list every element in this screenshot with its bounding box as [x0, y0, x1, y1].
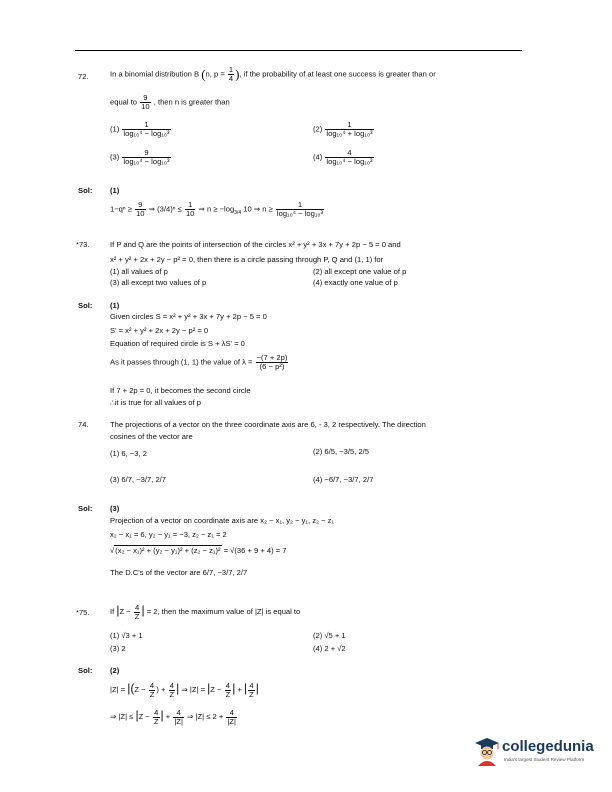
q74-option-4: (4) −6/7, −3/7, 2/7 [313, 475, 374, 484]
q72-option-4: (4) $\frac{4}{\text{log₁₀⁴ − log₁₀³}}$ [313, 148, 373, 166]
collegedunia-logo [478, 736, 598, 770]
q72-option-2: (2) $\frac{1}{\text{log₁₀⁴ + log₁₀³}}$ [313, 120, 373, 138]
q74-answer: (3) [110, 504, 120, 513]
q72-frac-1-4: $\frac{1}{4}$ [228, 65, 234, 83]
q75-stem: If |Z − $\frac{4}{Z}$ | = 2, then the maximum value of |Z| is equal to [110, 602, 301, 621]
q73-sol-line5: If 7 + 2p = 0, it becomes the second circle [110, 386, 251, 395]
q72-option-3: (3) $\frac{9}{\text{log₁₀⁴ − log₁₀³}}$ [110, 148, 170, 166]
q74-option-3: (3) 6/7, −3/7, 2/7 [110, 475, 166, 484]
header-rule [75, 50, 522, 51]
q72-sol-label: Sol: [78, 186, 93, 195]
q72-stem-line1: In a binomial distribution B (n, p = $\frac{1}{4}$ ), if the probability of at least one success is greater than or [110, 65, 436, 83]
q75-sol-label: Sol: [78, 666, 93, 675]
q74-sol-line1: Projection of a vector on coordinate axis are x₂ − x₁, y₂ − y₁, z₂ − z₁ [110, 516, 334, 525]
q75-sol-line2: ⇒ |Z| ≤ |Z − $\frac{4}{Z}$ | + $\frac{4}{|Z|}$ ⇒ |Z| ≤ 2 + $\frac{4}{|Z|}$ [110, 707, 236, 726]
q75-option-1: (1) √3 + 1 [110, 631, 143, 640]
q73-line2: x² + y² + 2x + 2y − p² = 0, then there is a circle passing through P, Q and (1, 1) for [110, 255, 384, 264]
q73-option-2: (2) all except one value of p [313, 267, 407, 276]
q73-option-3: (3) all except two values of p [110, 278, 207, 287]
brand-name: collegedunia [502, 738, 594, 755]
q74-sol-line2: x₂ − x₁ = 6, y₂ − y₁ = −3, z₂ − z₁ = 2 [110, 530, 227, 539]
q75-option-4: (4) 2 + √2 [313, 644, 346, 653]
q75-sol-line1: |Z| = |(Z − $\frac{4}{Z}$ ) + $\frac{4}{Z}$ | ⇒ |Z| = |Z − $\frac{4}{Z}$ | + | $\frac{4}{Z}$ | [110, 680, 259, 699]
q72-frac-9-10: $\frac{9}{10}$ [141, 93, 150, 111]
q73-option-4: (4) exactly one value of p [313, 278, 398, 287]
q72-answer: (1) [110, 186, 120, 195]
graduate-mascot-icon [474, 736, 500, 766]
brand-tagline: India's largest Student Review Platform [504, 757, 585, 762]
q74-sol-label: Sol: [78, 504, 93, 513]
q73-sol-line3: Equation of required circle is S + λS' = 0 [110, 339, 245, 348]
q72-solution-line: 1−qⁿ ≥ $\frac{9}{10}$ ⇒ (3/4)ⁿ ≤ $\frac{1}{10}$ ⇒ $n \ge -\log_{3/4}$ 10 ⇒ n ≥ $\frac{1}{\text{log₁₀⁴ − log₁₀³}}$ [110, 200, 324, 218]
q74-line1: The projections of a vector on the three coordinate axis are 6, - 3, 2 respectively. The direction [110, 420, 426, 429]
q73-answer: (1) [110, 301, 120, 310]
q73-sol-label: Sol: [78, 301, 93, 310]
q75-answer: (2) [110, 666, 120, 675]
q72-stem-line2: equal to $\frac{9}{10}$ , then n is greater than [110, 93, 230, 111]
q75-option-2: (2) √5 + 1 [313, 631, 346, 640]
q74-line2: cosines of the vector are [110, 432, 193, 441]
q74-sol-line3: √(x₂ − x₁)² + (y₂ − y₁)² + (z₂ − z₁)² = √(36 + 9 + 4) = 7 [110, 546, 287, 555]
q74-option-2: (2) 6/5, −3/5, 2/5 [313, 447, 369, 456]
q75-number: *75. [76, 608, 90, 617]
q73-number: *73. [76, 240, 90, 249]
q75-option-3: (3) 2 [110, 644, 126, 653]
q72-number: 72. [78, 72, 89, 81]
q73-sol-line4: As it passes through (1, 1) the value of λ = $\frac{-(7 + 2p)}{\text{(6 − p²)}}$ [110, 353, 288, 371]
q73-sol-line6: ∴it is true for all values of p [110, 398, 201, 407]
q73-sol-line1: Given circles S = x² + y² + 3x + 7y + 2p − 5 = 0 [110, 312, 267, 321]
q73-line1: If P and Q are the points of intersection of the circles x² + y² + 3x + 7y + 2p − 5 = 0 and [110, 240, 401, 249]
q72-option-1: (1) $\frac{1}{\text{log₁₀⁴ − log₁₀³}}$ [110, 120, 170, 138]
q73-sol-line2: S' = x² + y² + 2x + 2y − p² = 0 [110, 326, 209, 335]
q73-option-1: (1) all values of p [110, 267, 168, 276]
q74-number: 74. [78, 420, 89, 429]
q74-sol-line4: The D.C's of the vector are 6/7, −3/7, 2/7 [110, 568, 248, 577]
q74-option-1: (1) 6, −3, 2 [110, 449, 147, 458]
